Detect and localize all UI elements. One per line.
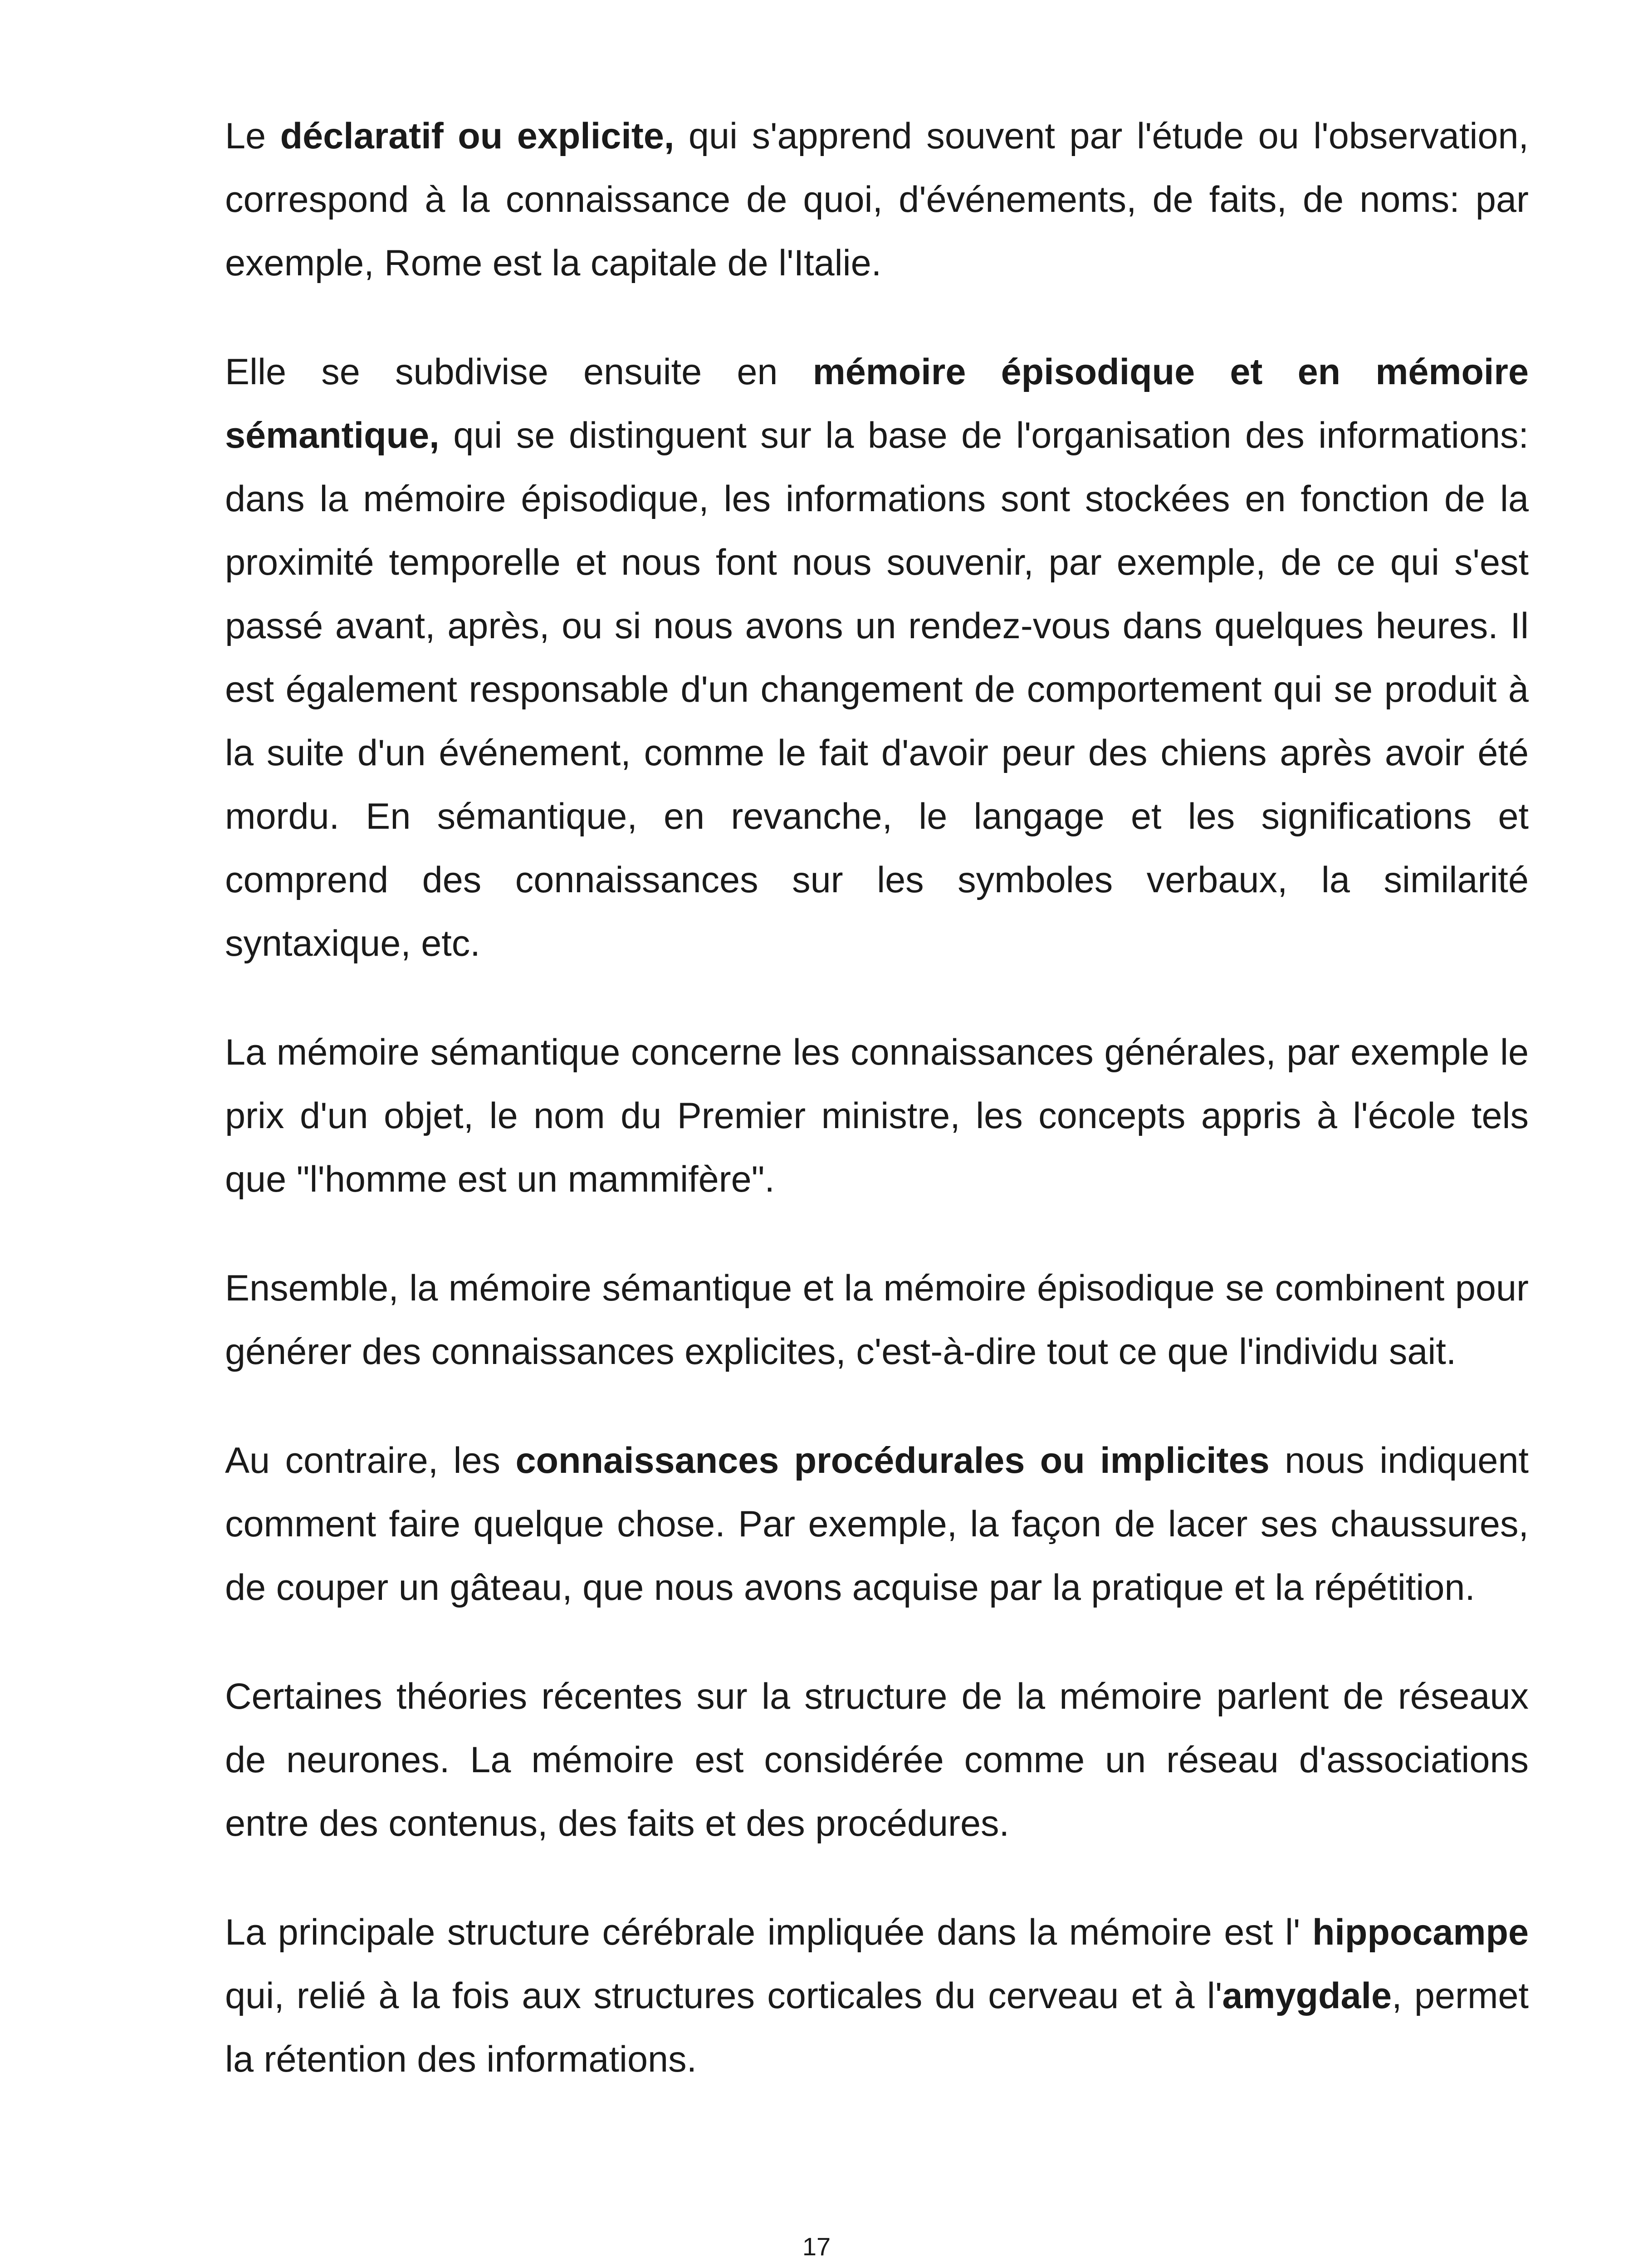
text-segment: Le	[225, 116, 280, 156]
paragraph-explicit-knowledge	[225, 1256, 1529, 1383]
text-segment: La mémoire sémantique concerne les connaissances générales, par exemple le prix d'un objet, le nom du Premier ministre, les concepts appris à l'école tels que "l'homme est un mammifère".	[225, 1032, 1529, 1200]
text-segment: , permet la rétention des informations.	[225, 1975, 1529, 2080]
bold-term-episodic-semantic: mémoire épisodique et en mémoire sémantique,	[225, 352, 1529, 456]
page-number: 17	[802, 2232, 831, 2261]
text-segment: qui se distinguent sur la base de l'organisation des informations: dans la mémoire épisodique, les informations sont stockées en fonction de la proximité temporelle et nous font nous souvenir, par exemple, de ce qui s'est passé avant, après, ou si nous avons un rendez-vous dans quelques heures. Il est également responsable d'un changement de comportement qui se produit à la suite d'un événement, comme le fait d'avoir peur des chiens après avoir été mordu. En sémantique, en revanche, le langage et les significations et comprend des connaissances sur les symboles verbaux, la similarité syntaxique, etc.	[225, 415, 1529, 964]
bold-term-procedural: connaissances procédurales ou implicites	[515, 1440, 1270, 1481]
text-segment: qui, relié à la fois aux structures corticales du cerveau et à l'	[225, 1975, 1222, 2016]
document-page	[225, 104, 1529, 2136]
text-segment: Ensemble, la mémoire sémantique et la mémoire épisodique se combinent pour générer des connaissances explicites, c'est-à-dire tout ce que l'individu sait.	[225, 1268, 1529, 1372]
text-segment: nous indiquent comment faire quelque chose. Par exemple, la façon de lacer ses chaussures, de couper un gâteau, que nous avons acquise par la pratique et la répétition.	[225, 1440, 1529, 1608]
bold-term-amygdala: amygdale	[1222, 1975, 1392, 2016]
paragraph-episodic-semantic	[225, 340, 1529, 975]
text-segment: Certaines théories récentes sur la structure de la mémoire parlent de réseaux de neurones. La mémoire est considérée comme un réseau d'associations entre des contenus, des faits et des procédures.	[225, 1676, 1529, 1844]
bold-term-hippocampus: hippocampe	[1312, 1912, 1529, 1953]
bold-term-declarative: déclaratif ou explicite,	[280, 116, 675, 156]
paragraph-semantic-memory	[225, 1021, 1529, 1211]
text-segment: qui s'apprend souvent par l'étude ou l'observation, correspond à la connaissance de quoi, d'événements, de faits, de noms: par exemple, Rome est la capitale de l'Italie.	[225, 116, 1529, 284]
paragraph-declarative-memory	[225, 104, 1529, 295]
text-segment: Au contraire, les	[225, 1440, 516, 1481]
text-segment: La principale structure cérébrale impliquée dans la mémoire est l'	[225, 1912, 1312, 1953]
text-segment: Elle se subdivise ensuite en	[225, 352, 813, 392]
paragraph-procedural-knowledge	[225, 1429, 1529, 1619]
paragraph-hippocampus	[225, 1901, 1529, 2091]
paragraph-neural-networks	[225, 1665, 1529, 1855]
